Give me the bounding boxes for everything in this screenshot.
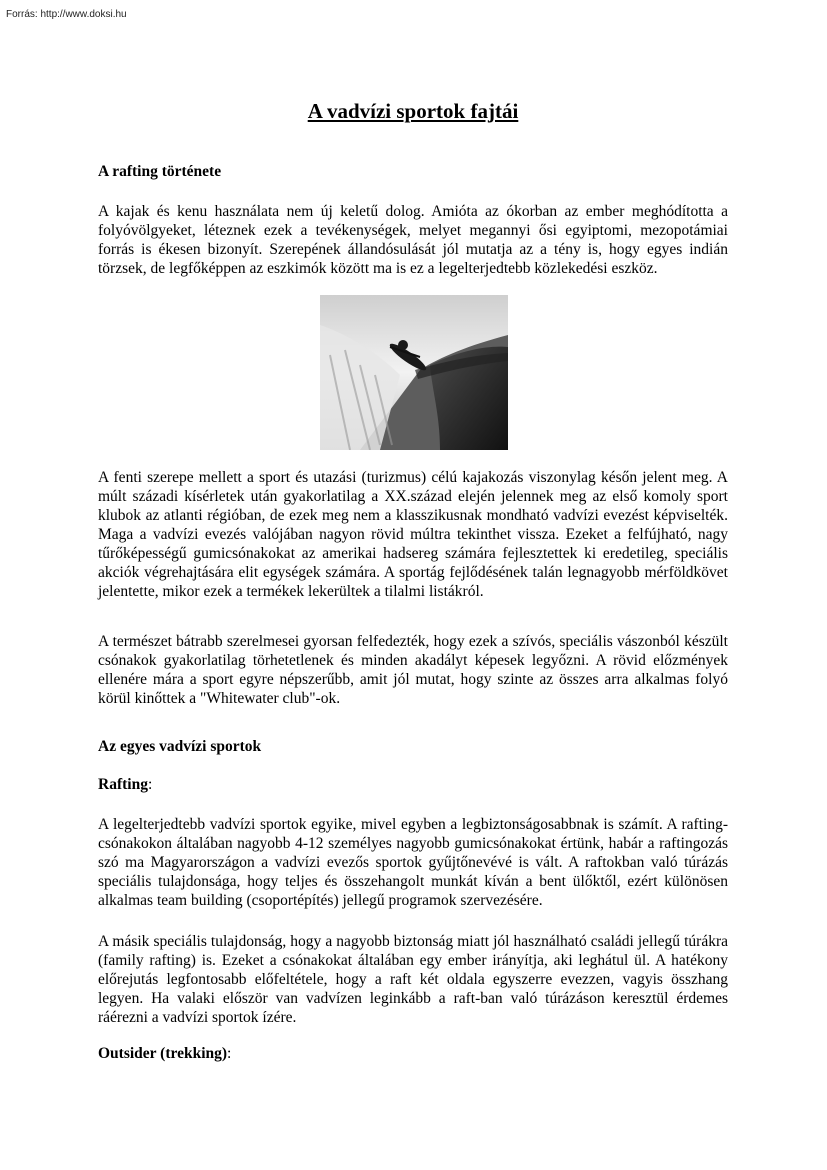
outsider-colon: :	[227, 1045, 232, 1062]
subheading-outsider	[98, 1045, 231, 1063]
subheading-rafting	[98, 776, 152, 794]
document-title: A vadvízi sportok fajtái	[307, 99, 519, 123]
rafting-label: Rafting	[98, 776, 148, 793]
rafting-colon: :	[147, 776, 153, 793]
kayak-waterfall-image	[320, 295, 508, 450]
waterfall-illustration	[320, 295, 508, 450]
paragraph-history-3: A természet bátrabb szerelmesei gyorsan felfedezték, hogy ezek a szívós, speciális vászonból készült csónakok gyakorlatilag törhetetlenek és minden akadályt képesek legyőzni. A rövid előzmények ellenére mára a sport egyre népszerűbb, amit jól mutat, hogy szinte az összes arra alkalmas folyó körül kinőttek a "Whitewater club"-ok.	[98, 633, 728, 707]
section-heading-types: Az egyes vadvízi sportok	[98, 738, 262, 755]
paragraph-rafting-2: A másik speciális tulajdonság, hogy a nagyobb biztonság miatt jól használható családi jellegű túrákra (family rafting) is. Ezeket a csónakokat általában egy ember irányítja, aki leghátul ül. A hatékony előrejutás legfontosabb előfeltétele, hogy a raft két oldala egyszerre evezzen, vagyis összhang legyen. Ha valaki először van vadvízen leginkább a raft-ban való túrázáson keresztül érdemes ráérezni a vadvízi sportok ízére.	[98, 933, 728, 1026]
paragraph-history-1: A kajak és kenu használata nem új keletű dolog. Amióta az ókorban az ember meghódította a folyóvölgyeket, léteznek ezek a tevékenységek, melyet megannyi ősi egyiptomi, mezopotámiai forrás is ékesen bizonyít. Szerepének állandósulását jól mutatja az a tény is, hogy egyes indián törzsek, de legfőképpen az eszkimók között ma is ez a legelterjedtebb közlekedési eszköz.	[98, 203, 728, 277]
paragraph-history-2: A fenti szerepe mellett a sport és utazási (turizmus) célú kajakozás viszonylag későn jelent meg. A múlt századi kísérletek után gyakorlatilag a XX.század elején jelennek meg az első komoly sport klubok az atlanti régióban, de ezek meg nem a klasszikusnak mondható vadvízi evezést képviselték. Maga a vadvízi evezés valójában nagyon rövid múltra tekinthet vissza. Ezeket a felfújható, nagy tűrőképességű gumicsónakokat az amerikai hadsereg számára fejlesztettek ki eredetileg, speciális akciók végrehajtására elit egységek számára. A sportág fejlődésének talán legnagyobb mérföldkövet jelentette, mikor ezek a termékek lekerültek a tilalmi listákról.	[98, 469, 728, 600]
paragraph-rafting-1: A legelterjedtebb vadvízi sportok egyike, mivel egyben a legbiztonságosabbnak is számít. A rafting-csónakokon általában nagyobb 4-12 személyes nagyobb gumicsónakokat értünk, habár a raftingozás szó ma Magyarországon a vadvízi evezős sportok gyűjtőnevévé is vált. A raftokban való túrázás speciális tulajdonsága, hogy teljes és összehangolt munkát kíván a bent ülőktől, ezért különösen alkalmas team building (csoportépítés) jellegű programok szervezésére.	[98, 816, 728, 909]
source-note: Forrás: http://www.doksi.hu	[6, 9, 127, 20]
outsider-label: Outsider (trekking)	[98, 1045, 228, 1062]
section-heading-history: A rafting története	[98, 163, 222, 180]
